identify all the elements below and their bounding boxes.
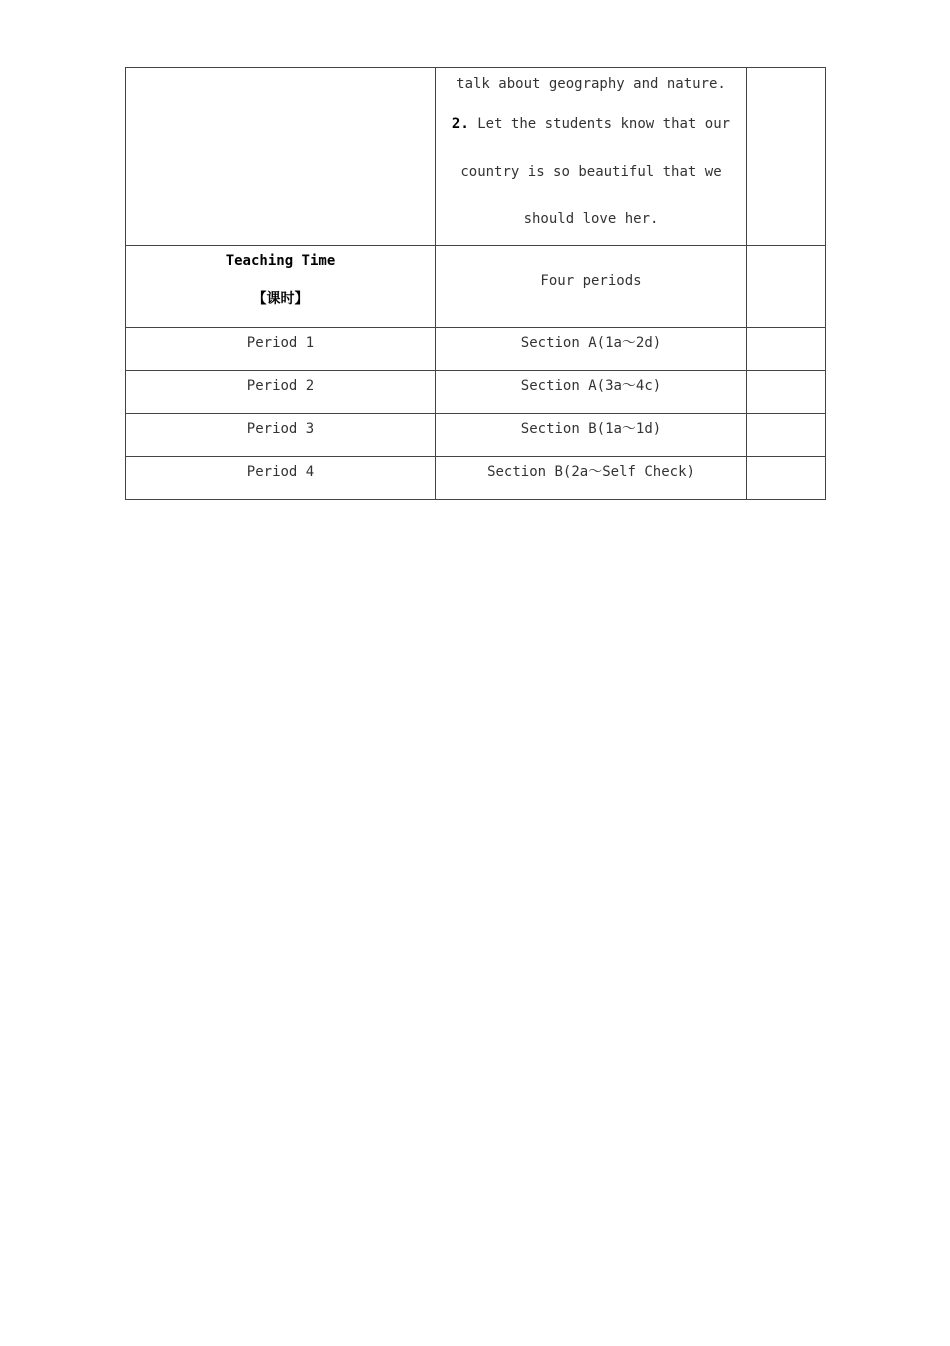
teaching-time-label-cn: 【课时】 (252, 291, 309, 307)
period-content: Section B(2a～Self Check) (487, 464, 695, 480)
lesson-plan-table (125, 67, 826, 500)
period-notes-cell (747, 371, 826, 414)
period-content: Section A(3a～4c) (520, 378, 662, 394)
goals-notes-cell (747, 68, 826, 246)
table-row (126, 414, 826, 457)
goals-cell (436, 68, 747, 246)
period-name-cell (126, 371, 436, 414)
goal-line-3: country is so beautiful that we (460, 164, 722, 180)
table-row (126, 457, 826, 500)
goals-empty-cell (126, 68, 436, 246)
period-content-cell (436, 457, 747, 500)
goals-row (126, 68, 826, 246)
table-row (126, 371, 826, 414)
goal-line-2-text: Let the students know that our (468, 116, 731, 132)
period-content-cell (436, 414, 747, 457)
period-notes-cell (747, 414, 826, 457)
goal-item-number: 2. (451, 116, 469, 132)
teaching-time-row (126, 246, 826, 328)
goal-line-2 (436, 117, 746, 131)
period-content: Section B(1a～1d) (520, 421, 662, 437)
period-name: Period 1 (246, 335, 315, 351)
period-content-cell (436, 328, 747, 371)
period-name-cell (126, 414, 436, 457)
teaching-time-label: Teaching Time (225, 253, 336, 269)
period-name: Period 3 (246, 421, 315, 437)
teaching-time-notes-cell (747, 246, 826, 328)
period-name: Period 2 (246, 378, 315, 394)
goal-line-4: should love her. (523, 211, 659, 227)
table-row (126, 328, 826, 371)
period-content-cell (436, 371, 747, 414)
period-notes-cell (747, 457, 826, 500)
period-content: Section A(1a～2d) (520, 335, 662, 351)
period-name-cell (126, 328, 436, 371)
teaching-time-value: Four periods (540, 273, 642, 289)
period-name: Period 4 (246, 464, 315, 480)
teaching-time-value-cell (436, 246, 747, 328)
period-notes-cell (747, 328, 826, 371)
teaching-time-label-cell (126, 246, 436, 328)
period-name-cell (126, 457, 436, 500)
goal-line-1: talk about geography and nature. (456, 76, 726, 92)
